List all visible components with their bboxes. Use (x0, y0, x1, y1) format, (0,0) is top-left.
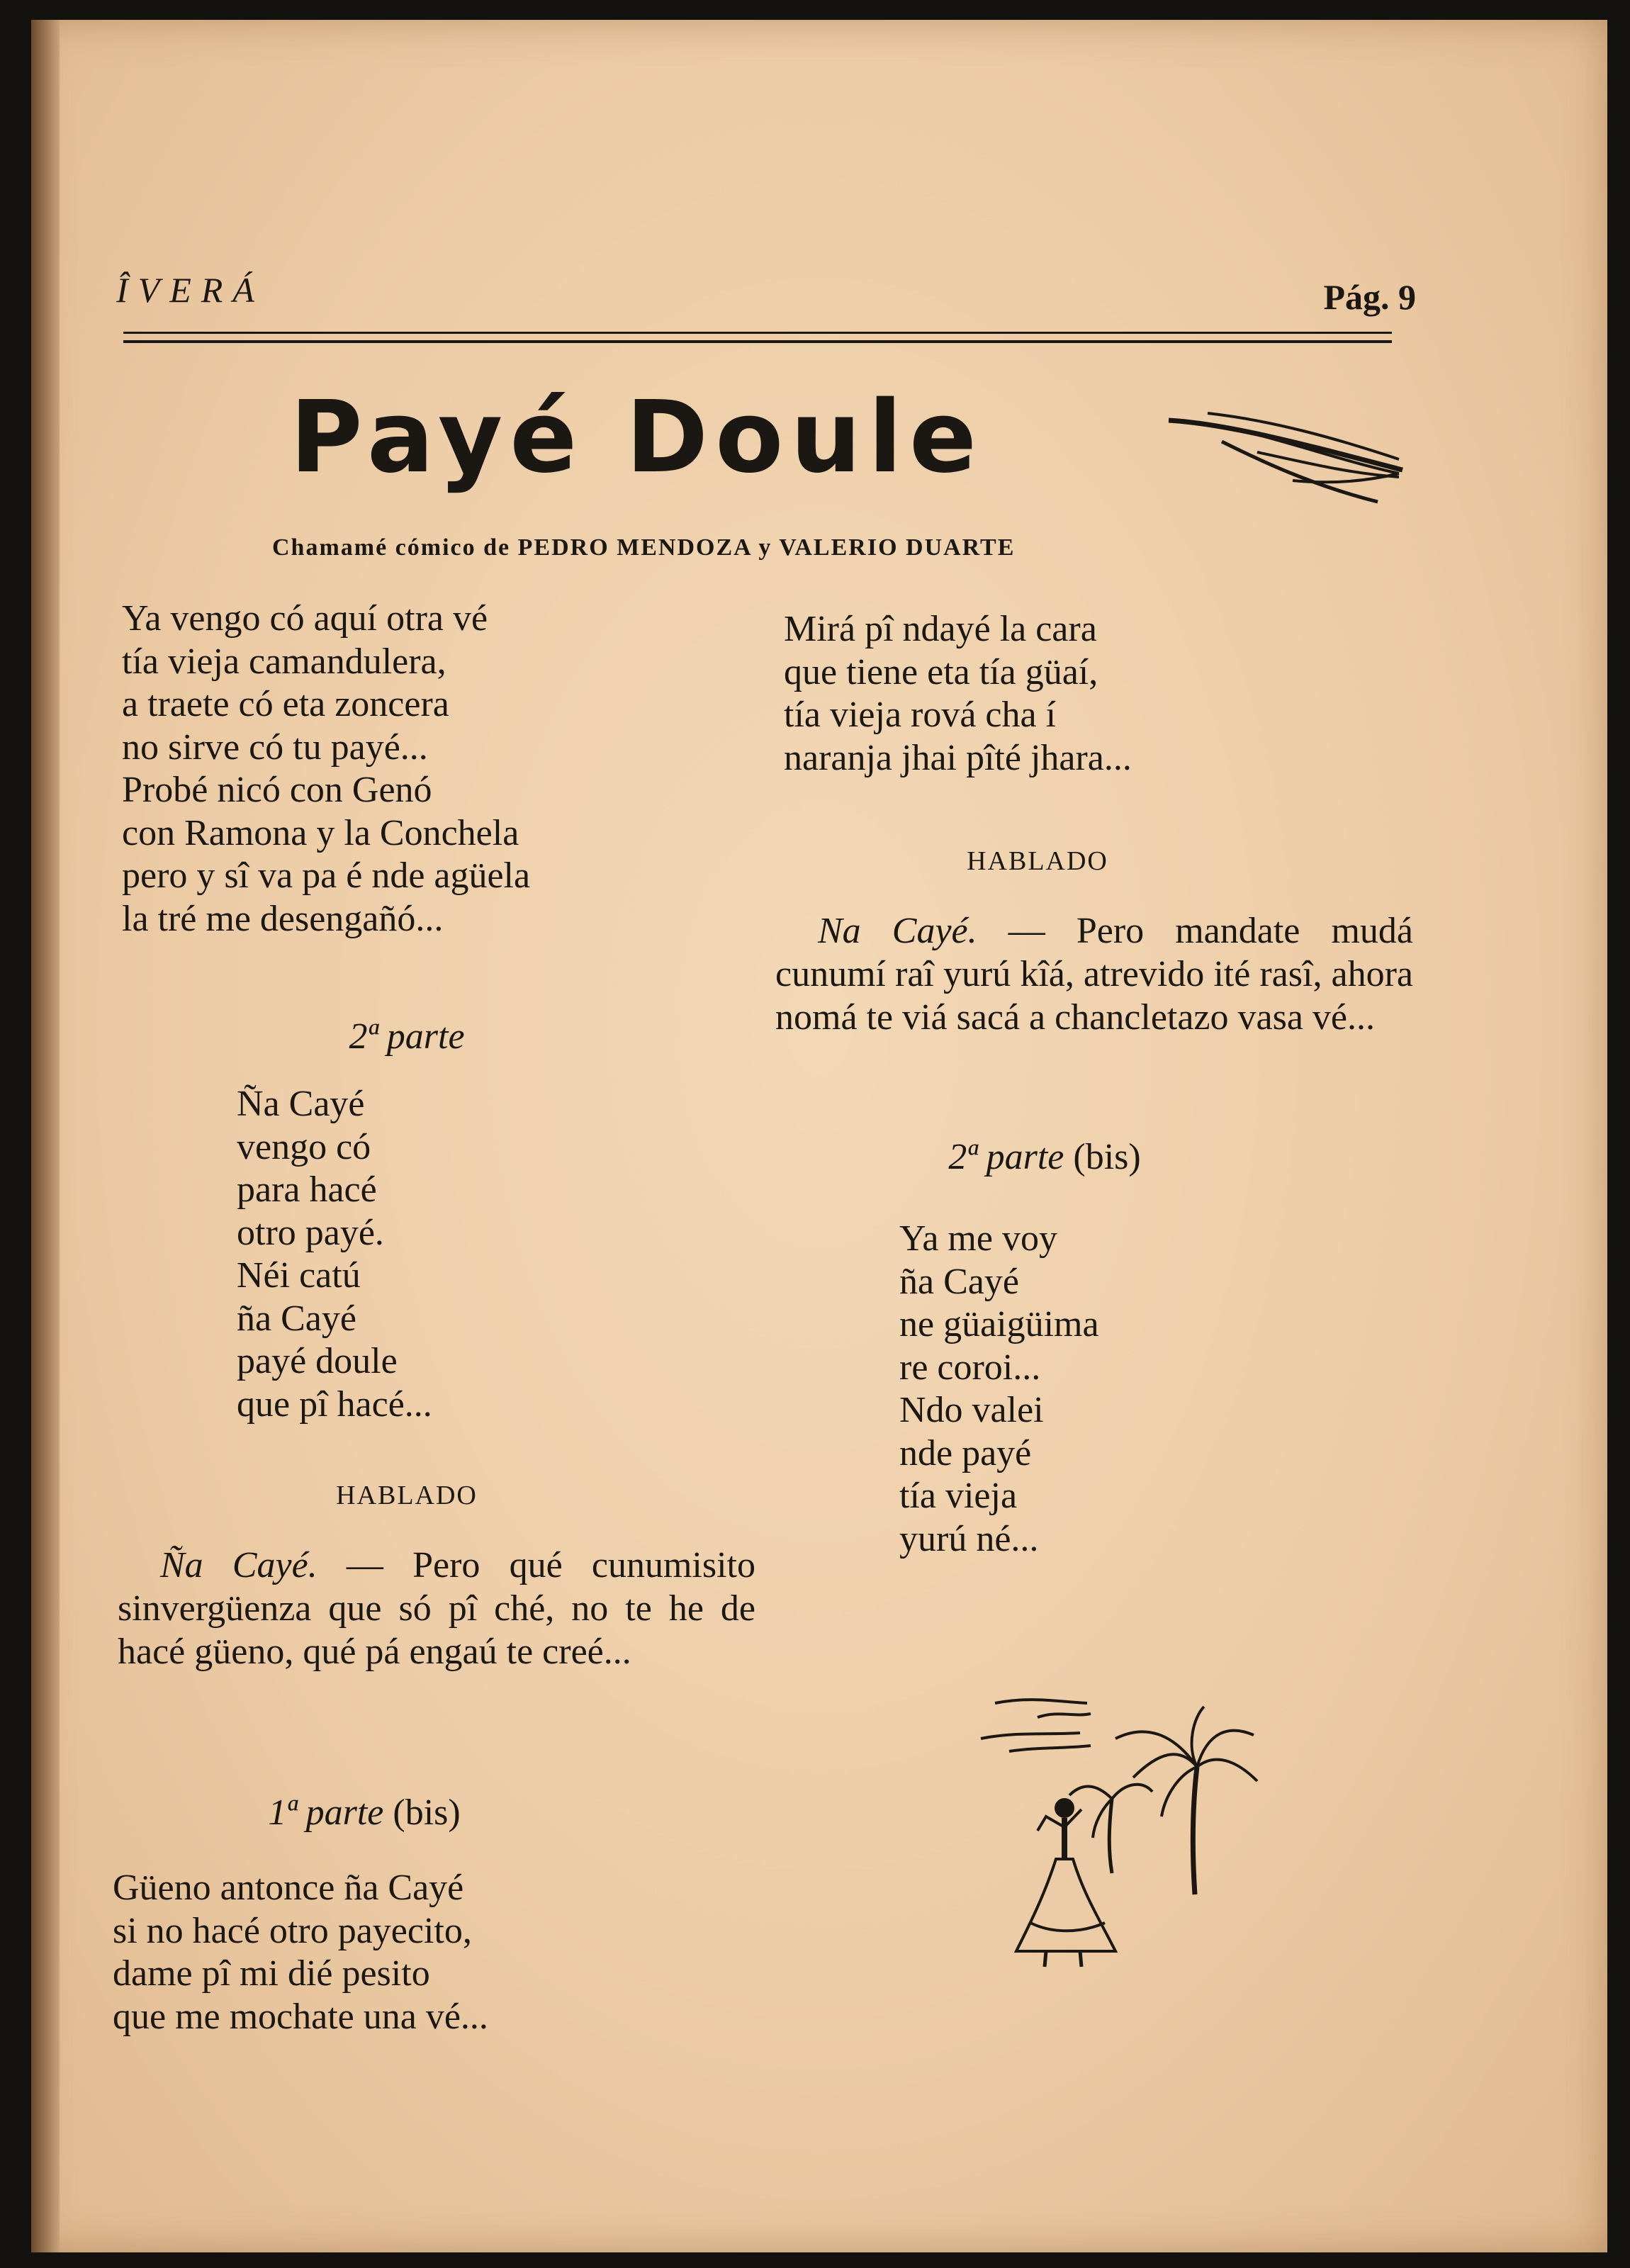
header-rule-top (123, 332, 1392, 334)
left-stanza-1: Ya vengo có aquí otra vé tía vieja camandulera, a traete có eta zoncera no sirve có tu payé... Probé nicó con Genó con Ramona y la Conchela pero y sî va pa é nde agüela la tré me desengañó... (122, 598, 531, 939)
page-number: Pág. 9 (1323, 277, 1416, 317)
dancer-palm-illustration (967, 1689, 1264, 1972)
left-part2-heading: 2ª parte (349, 1016, 465, 1057)
left-hablado-speaker: Ña Cayé. (160, 1545, 317, 1585)
left-part1bis-label: 1ª parte (268, 1792, 384, 1833)
left-part1bis-text: Güeno antonce ña Cayé si no hacé otro payecito, dame pî mi dié pesito que me mochate una vé... (113, 1868, 488, 2037)
quill-ornament-icon (1165, 403, 1406, 509)
right-hablado-dialogue (775, 909, 1413, 1039)
publication-name: ÎVERÁ (116, 270, 264, 310)
song-subtitle: Chamamé cómico de PEDRO MENDOZA y VALERIO DUARTE (272, 534, 1016, 561)
magazine-page (31, 20, 1607, 2252)
right-hablado-text: — Pero mandate mudá cunumí raî yurú kîá, atrevido ité rasî, ahora nomá te viá sacá a chancletazo vasa vé... (775, 911, 1413, 1038)
left-part1bis-heading (230, 1792, 499, 1834)
right-hablado-speaker: Na Cayé. (818, 911, 977, 951)
left-part1bis-suffix: (bis) (383, 1792, 461, 1833)
left-hablado-dialogue (118, 1544, 755, 1673)
right-part2bis-suffix: (bis) (1064, 1137, 1141, 1177)
header-rule-bottom (123, 340, 1392, 343)
right-hablado-heading: HABLADO (967, 846, 1108, 876)
right-stanza-1: Mirá pî ndayé la cara que tiene eta tía güaí, tía vieja rová cha í naranja jhai pîté jhara... (784, 609, 1132, 778)
left-hablado-heading: HABLADO (336, 1481, 478, 1510)
left-hablado-text: — Pero qué cunumisito sinvergüenza que só pî ché, no te he de hacé güeno, qué pá engaú te creé... (118, 1545, 755, 1672)
left-part2-text: Ña Cayé vengo có para hacé otro payé. Néi catú ña Cayé payé doule que pî hacé... (237, 1084, 432, 1425)
song-title: Payé Doule (290, 380, 984, 495)
right-part2bis-label: 2ª parte (948, 1137, 1064, 1177)
right-part2bis-heading (889, 1136, 1201, 1178)
right-part2bis-text: Ya me voy ña Cayé ne güaigüima re coroi... Ndo valei nde payé tía vieja yurú né... (899, 1218, 1099, 1559)
page-spine (31, 20, 60, 2252)
